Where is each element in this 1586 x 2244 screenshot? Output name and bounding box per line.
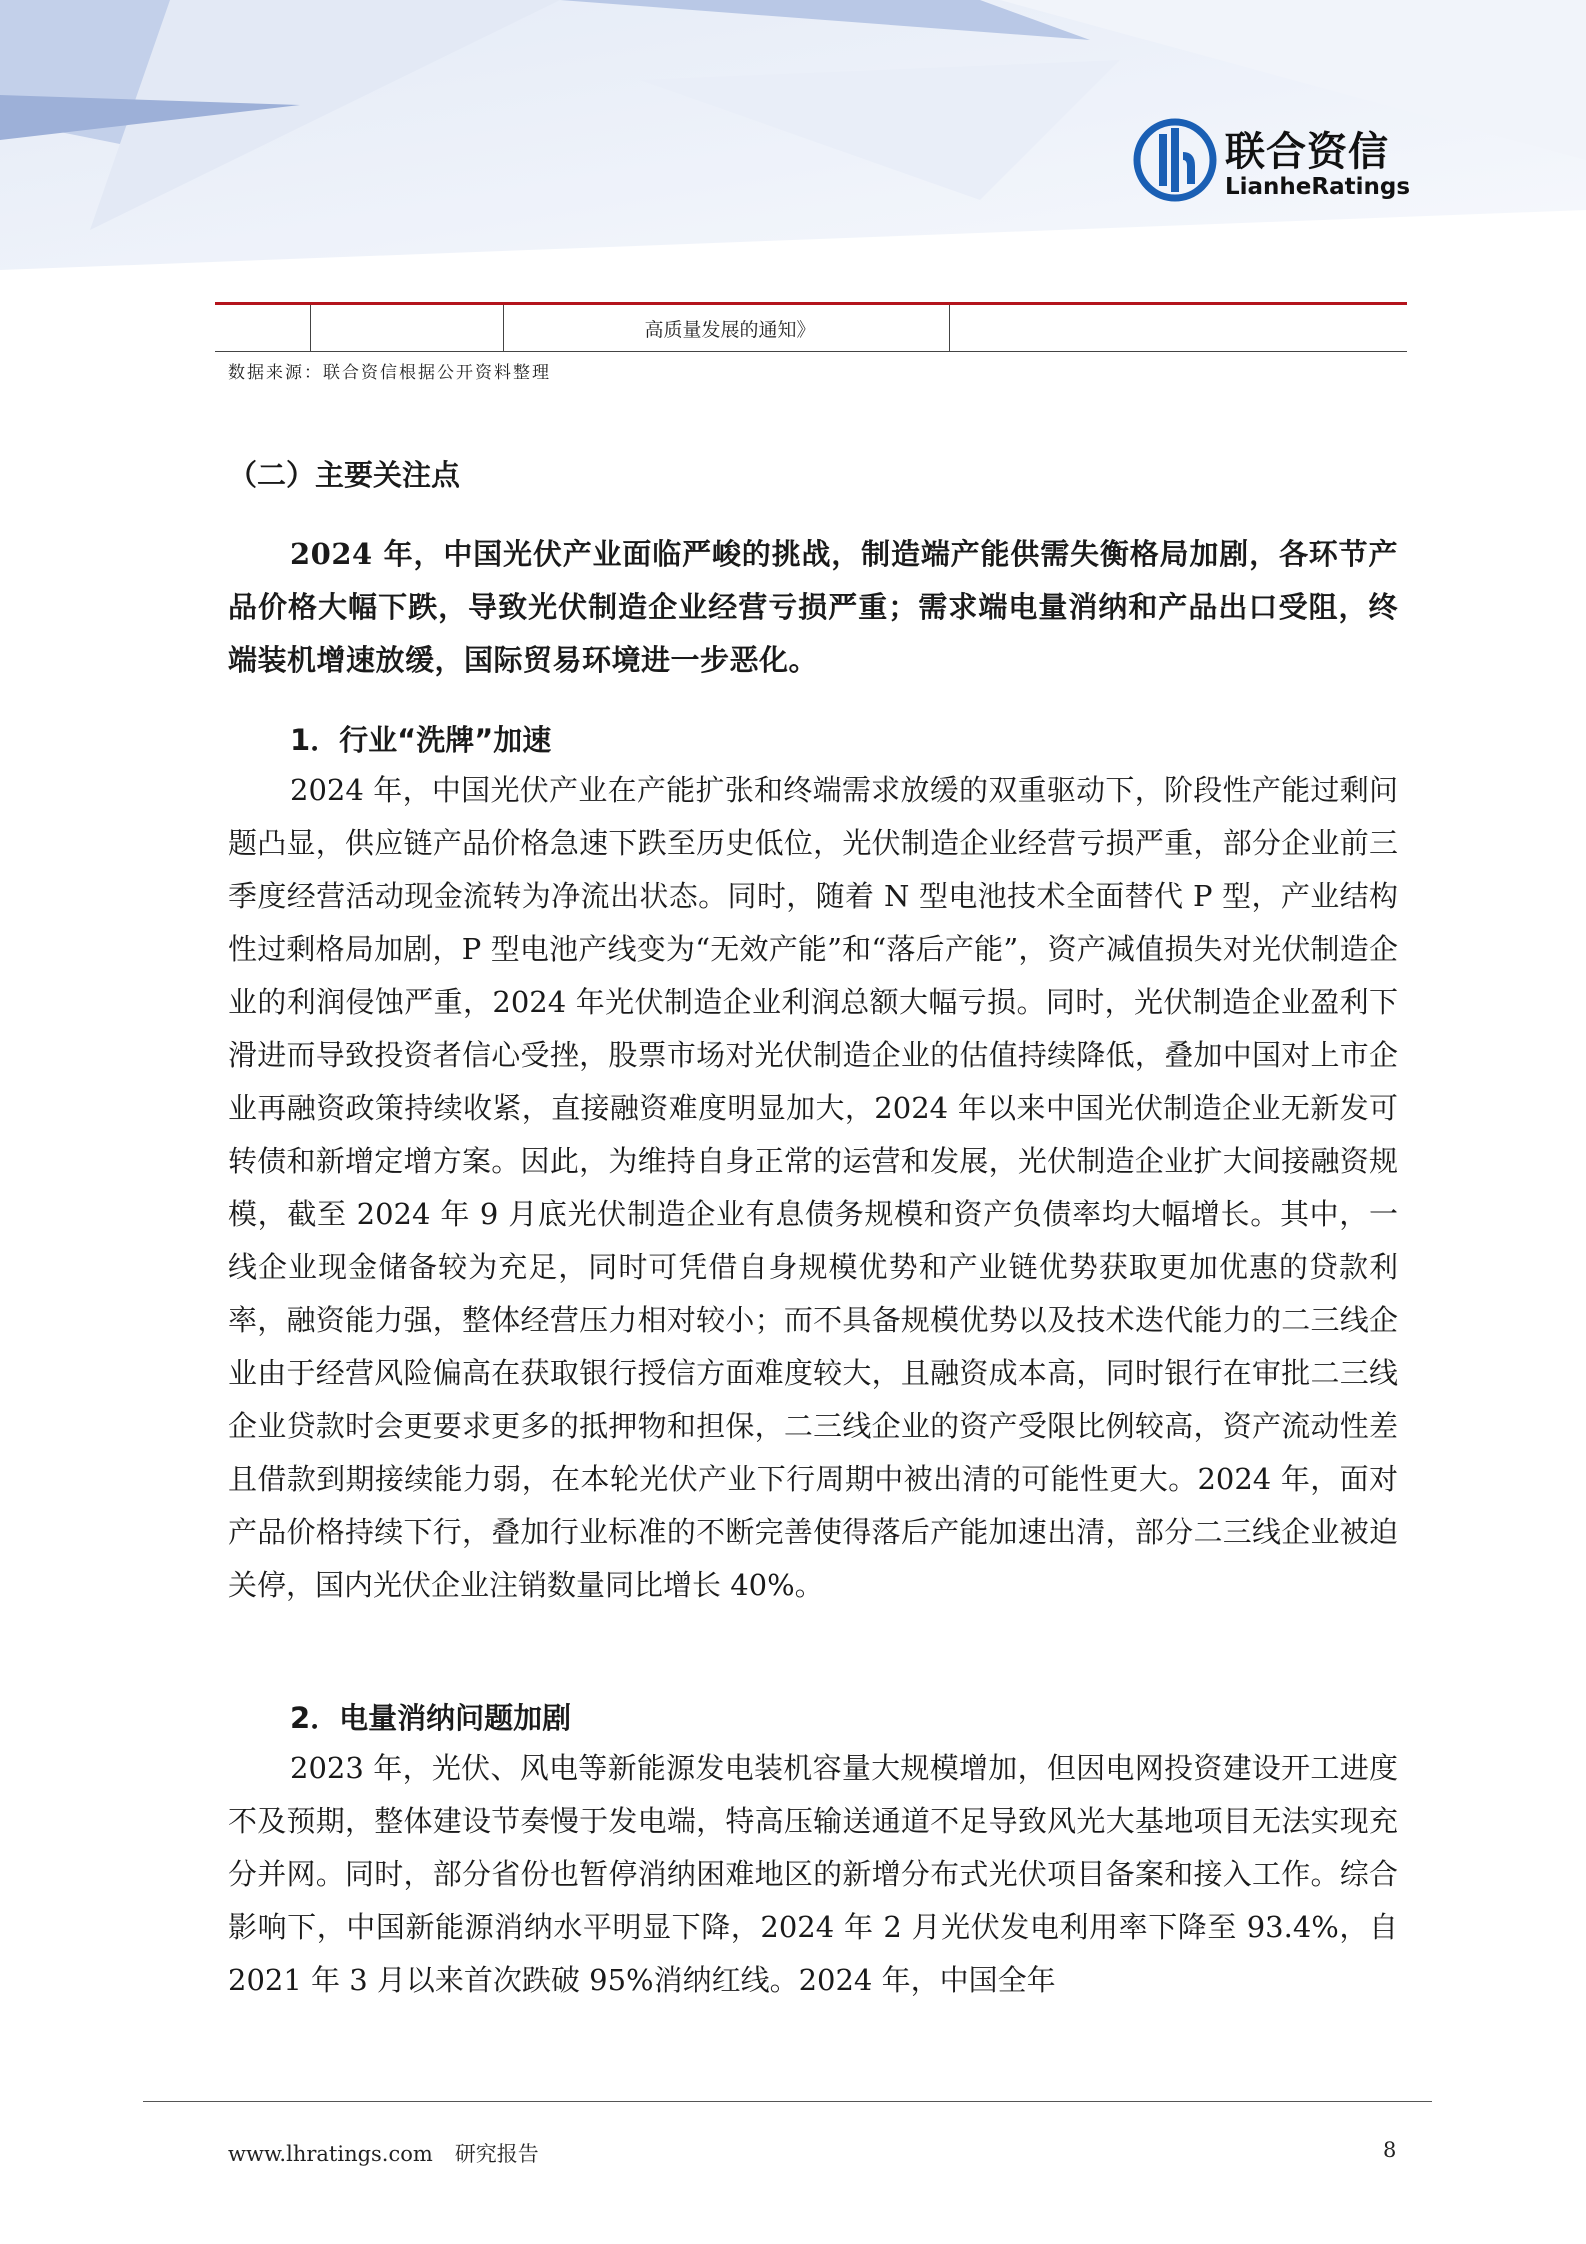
company-logo (1133, 118, 1413, 208)
table-cell-text: 高质量发展的通知》 (644, 319, 816, 341)
footer-doc-type: 研究报告 (454, 2142, 539, 2166)
logo-chinese-name: 联合资信 (1225, 129, 1389, 175)
footer-divider (143, 2101, 1432, 2102)
section-summary: 2024 年，中国光伏产业面临严峻的挑战，制造端产能供需失衡格局加剧，各环节产品价格大幅下跌，导致光伏制造企业经营亏损严重；需求端电量消纳和产品出口受阻，终端装机增速放缓，国际贸易环境进一步恶化。 (228, 537, 1398, 677)
subsection-heading-2: 2．电量消纳问题加剧 (290, 1701, 572, 1735)
logo-english-name: LianheRatings (1225, 174, 1411, 200)
data-source-note: 数据来源：联合资信根据公开资料整理 (228, 363, 551, 383)
table-fragment (215, 302, 1407, 352)
page-number: 8 (1383, 2138, 1397, 2162)
footer-info (228, 2138, 561, 2168)
section-heading: （二）主要关注点 (228, 458, 461, 492)
table-cell (311, 305, 504, 351)
subsection-heading-1: 1．行业“洗牌”加速 (290, 723, 552, 757)
table-cell (215, 305, 311, 351)
lianhe-logo-icon (1133, 118, 1217, 202)
subsection-body-1: 2024 年，中国光伏产业在产能扩张和终端需求放缓的双重驱动下，阶段性产能过剩问题凸显，供应链产品价格急速下跌至历史低位，光伏制造企业经营亏损严重，部分企业前三季度经营活动现金流转为净流出状态。同时，随着 N 型电池技术全面替代 P 型，产业结构性过剩格局加剧，P 型电池产线变为“无效产能”和“落后产能”，资产减值损失对光伏制造企业的利润侵蚀严重，2024 年光伏制造企业利润总额大幅亏损。同时，光伏制造企业盈利下滑进而导致投资者信心受挫，股票市场对光伏制造企业的估值持续降低，叠加中国对上市企业再融资政策持续收紧，直接融资难度明显加大，2024 年以来中国光伏制造企业无新发可转债和新增定增方案。因此，为维持自身正常的运营和发展，光伏制造企业扩大间接融资规模，截至 2024 年 9 月底光伏制造企业有息债务规模和资产负债率均大幅增长。其中，一线企业现金储备较为充足，同时可凭借自身规模优势和产业链优势获取更加优惠的贷款利率，融资能力强，整体经营压力相对较小；而不具备规模优势以及技术迭代能力的二三线企业由于经营风险偏高在获取银行授信方面难度较大，且融资成本高，同时银行在审批二三线企业贷款时会更要求更多的抵押物和担保，二三线企业的资产受限比例较高，资产流动性差且借款到期接续能力弱，在本轮光伏产业下行周期中被出清的可能性更大。2024 年，面对产品价格持续下行，叠加行业标准的不断完善使得落后产能加速出清，部分二三线企业被迫关停，国内光伏企业注销数量同比增长 40%。 (228, 773, 1398, 1602)
footer-website[interactable]: www.lhratings.com (228, 2142, 433, 2166)
subsection-body-2: 2023 年，光伏、风电等新能源发电装机容量大规模增加，但因电网投资建设开工进度不及预期，整体建设节奏慢于发电端，特高压输送通道不足导致风光大基地项目无法实现充分并网。同时，部分省份也暂停消纳困难地区的新增分布式光伏项目备案和接入工作。综合影响下，中国新能源消纳水平明显下降，2024 年 2 月光伏发电利用率下降至 93.4%，自 2021 年 3 月以来首次跌破 95%消纳红线。2024 年，中国全年 (228, 1751, 1398, 1997)
